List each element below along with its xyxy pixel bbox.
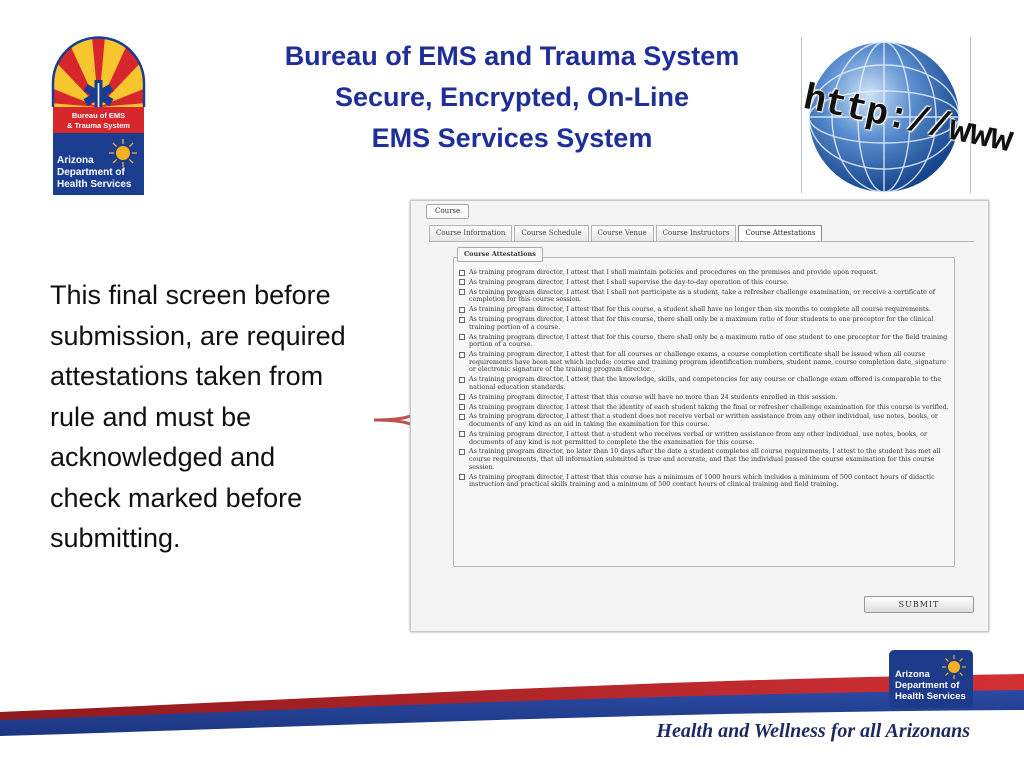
attestation-text: As training program director, I attest that for this course, a student shall have no longer than six months to complete all course requirements. [469, 305, 931, 314]
attestation-checkbox[interactable] [459, 270, 465, 276]
description-line: acknowledged and [50, 442, 276, 472]
tab-course-information[interactable]: Course Information [429, 225, 512, 241]
svg-text:Health Services: Health Services [57, 179, 132, 190]
footer-logo-line: Arizona [895, 669, 930, 680]
arizona-ems-logo-icon [51, 35, 146, 197]
attestation-item [459, 404, 949, 412]
svg-text:Bureau of EMS: Bureau of EMS [71, 111, 126, 120]
footer-tagline: Health and Wellness for all Arizonans [656, 720, 970, 742]
attestations-list [459, 269, 949, 491]
attestation-item [459, 334, 949, 349]
description-line: attestations taken from [50, 361, 324, 391]
submit-button[interactable]: SUBMIT [864, 596, 974, 613]
course-section-label: Course [426, 204, 469, 219]
attestation-checkbox[interactable] [459, 377, 465, 383]
attestation-checkbox[interactable] [459, 289, 465, 295]
course-tabs [429, 225, 974, 242]
description-line: submission, are required [50, 320, 346, 351]
attestation-checkbox[interactable] [459, 352, 465, 358]
attestation-text: As training program director, I attest that for all courses or challenge exams, a course completion certificate shall be issued when all course requirements have been met which include; course and training program identification numbers, student name, course completion date, signature or electronic signature of the training program director. [469, 350, 947, 374]
globe-icon [799, 37, 1016, 193]
tab-course-attestations[interactable]: Course Attestations [738, 225, 822, 241]
description-line: rule and must be [50, 401, 252, 432]
attestation-text: As training program director, I attest that for this course, there shall only be a maximum ratio of one student to one preceptor for the field training portion of a course. [469, 332, 948, 349]
attestation-text: As training program director, I attest that a student does not receive verbal or written assistance from any other individual, use notes, books, or documents of any kind as an aid in taking the examination for this course. [469, 412, 938, 429]
attestation-checkbox[interactable] [459, 394, 465, 400]
attestation-text: As training program director, I attest that I shall not participate as a student, take a refresher challenge examination, or receive a certificate of completion for this course session. [469, 287, 936, 304]
course-attestations-screen [410, 200, 989, 632]
attestation-text: As training program director, no later than 10 days after the date a student completes all course requirements, I attest to the student has met all course requirements, that all information submitted is true and accurate, and that the individual passed the course examination for this course session. [469, 447, 941, 471]
title-line-2: Secure, Encrypted, On-Line [334, 82, 690, 112]
attestation-checkbox[interactable] [459, 449, 465, 455]
attestation-item [459, 394, 949, 402]
svg-text:& Trauma System: & Trauma System [67, 121, 130, 130]
attestation-checkbox[interactable] [459, 307, 465, 313]
attestation-item [459, 289, 949, 304]
attestation-checkbox[interactable] [459, 334, 465, 340]
footer-waves [0, 640, 1024, 768]
title-line-1: Bureau of EMS and Trauma System [284, 41, 740, 71]
attestation-checkbox[interactable] [459, 404, 465, 410]
attestation-item [459, 269, 949, 277]
attestation-item [459, 306, 949, 314]
footer-adhs-logo [889, 650, 973, 708]
attestation-item [459, 474, 949, 489]
attestation-item [459, 316, 949, 331]
attestation-text: As training program director, I attest that the identity of each student taking the final or refresher challenge examination for this course is verified. [469, 402, 949, 411]
attestation-item [459, 431, 949, 446]
attestation-checkbox[interactable] [459, 317, 465, 323]
svg-text:Department of: Department of [57, 167, 125, 178]
svg-text:Arizona: Arizona [57, 155, 94, 166]
attestation-checkbox[interactable] [459, 474, 465, 480]
description-line: submitting. [50, 523, 181, 553]
attestation-checkbox[interactable] [459, 279, 465, 285]
attestation-text: As training program director, I attest that a student who receives verbal or written assistance from any other individual, use notes, books, or documents of any kind is not permitted to complete the the examination for this course. [469, 429, 928, 446]
attestation-checkbox[interactable] [459, 431, 465, 437]
attestation-text: As training program director, I attest that for this course, there shall only be a maximum ratio of four students to one preceptor for the clinical training portion of a course. [469, 315, 934, 331]
attestation-text: As training program director, I attest that the knowledge, skills, and competencies for any course or challenge exam offered is comparable to the national education standards. [469, 375, 942, 391]
description-line: check marked before [50, 482, 303, 513]
title-line-3: EMS Services System [371, 123, 653, 153]
tab-course-schedule[interactable]: Course Schedule [514, 225, 588, 241]
attestations-legend: Course Attestations [457, 247, 543, 262]
attestation-item [459, 351, 949, 374]
description-text [50, 275, 400, 559]
attestation-item [459, 279, 949, 287]
globe-url-text: http://www [799, 77, 1016, 164]
footer-logo-line: Health Services [895, 691, 966, 702]
attestation-item [459, 413, 949, 428]
attestation-item [459, 376, 949, 391]
attestation-text: As training program director, I attest that I shall maintain policies and procedures on the premises and provide upon request. [469, 268, 878, 276]
sun-icon [109, 139, 137, 167]
attestation-text: As training program director, I attest that this course will have no more than 24 students enrolled in this session. [469, 392, 838, 401]
attestation-checkbox[interactable] [459, 414, 465, 420]
attestation-text: As training program director, I attest that this course has a minimum of 1000 hours which includes a minimum of 500 contact hours of didactic instruction and practical skills training and a minimum of 500 contact hours of clinical training and field training. [469, 472, 935, 489]
attestation-item [459, 448, 949, 471]
tab-course-instructors[interactable]: Course Instructors [656, 225, 737, 241]
tab-course-venue[interactable]: Course Venue [591, 225, 654, 241]
footer-logo-line: Department of [895, 680, 960, 691]
attestation-text: As training program director, I attest that I shall supervise the day-to-day operation of this course. [469, 277, 789, 286]
slide-title [212, 36, 812, 159]
description-line: This final screen before [50, 280, 331, 310]
tabs-divider [429, 241, 974, 242]
